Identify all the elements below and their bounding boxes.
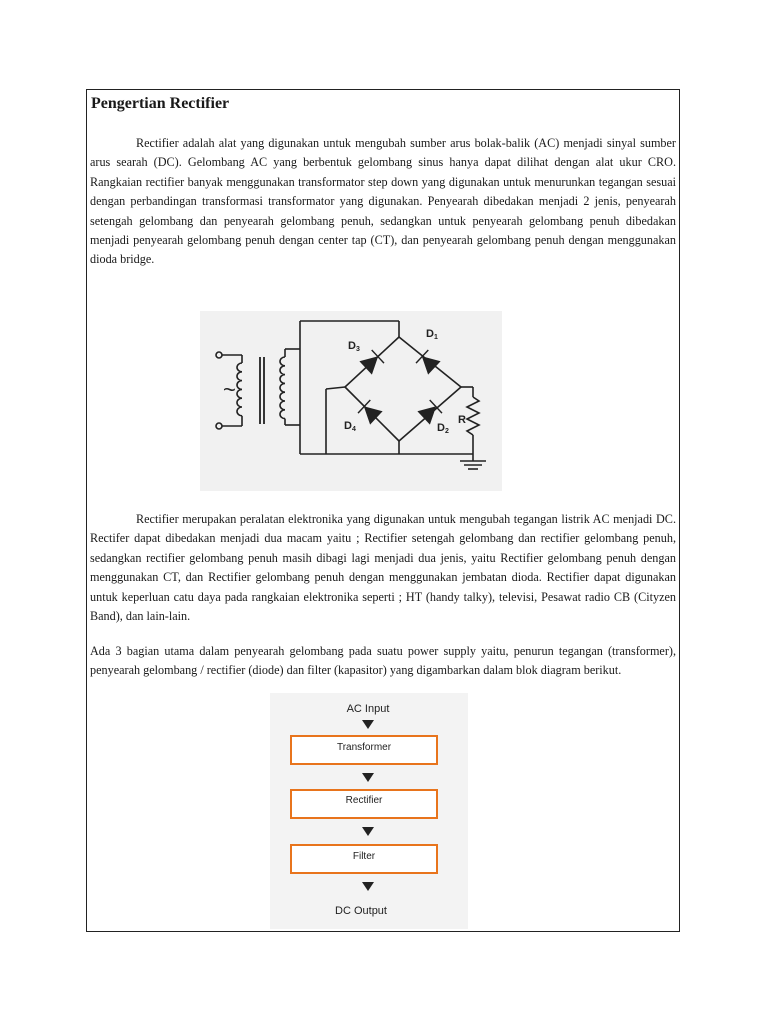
arrow-down-icon bbox=[362, 720, 374, 729]
arrow-down-icon bbox=[362, 827, 374, 836]
bridge-rectifier-circuit bbox=[200, 311, 502, 491]
arrow-down-icon bbox=[362, 882, 374, 891]
secondary-coil bbox=[280, 357, 285, 419]
block-transformer-label: Transformer bbox=[336, 742, 392, 753]
terminal-top bbox=[216, 352, 222, 358]
paragraph-main-parts: Ada 3 bagian utama dalam penyearah gelombang pada suatu power supply yaitu, penurun tegangan (transformer), penyearah gelombang / rectifier (diode) dan filter (kapasitor) yang digambarkan dalam blok diagram berikut. bbox=[90, 644, 676, 678]
paragraph-rectifier-types: Rectifier merupakan peralatan elektronika yang digunakan untuk mengubah tegangan listrik AC menjadi DC. Rectifer dapat dibedakan menjadi dua macam yaitu ; Rectifier setengah gelombang dan rectifier gelombang penuh, sedangkan rectifier gelombang penuh masih dibagi lagi menjadi dua jenis, yaitu Rectifier gelombang penuh dengan menggunakan CT, dan Rectifier gelombang penuh dengan menggunakan jembatan dioda. Rectifier dapat digunakan untuk keperluan catu daya pada rangkaian elektronika seperti ; HT (handy talky), televisi, Pesawat radio CB (Cityzen Band), dan lain-lain. bbox=[90, 512, 676, 624]
label-d4: D4 bbox=[344, 420, 356, 433]
primary-coil bbox=[237, 355, 242, 426]
block-diagram bbox=[270, 693, 468, 929]
label-d3: D3 bbox=[348, 340, 360, 353]
terminal-bottom bbox=[216, 423, 222, 429]
power-supply-block-diagram bbox=[270, 693, 468, 929]
label-d1: D1 bbox=[426, 328, 438, 341]
label-r: R bbox=[458, 414, 466, 426]
block-rectifier-label: Rectifier bbox=[345, 795, 383, 806]
ac-input-label: AC Input bbox=[346, 703, 390, 715]
label-d2: D2 bbox=[437, 422, 449, 435]
ac-source-symbol: ~ bbox=[223, 377, 236, 402]
circuit-diagram bbox=[200, 311, 502, 491]
block-filter-label: Filter bbox=[352, 851, 376, 862]
page-title: Pengertian Rectifier bbox=[91, 95, 230, 112]
dc-output-label: DC Output bbox=[335, 905, 387, 917]
paragraph-intro: Rectifier adalah alat yang digunakan untuk mengubah sumber arus bolak-balik (AC) menjadi sinyal sumber arus searah (DC). Gelombang AC yang berbentuk gelombang sinus hanya dapat dilihat dengan alat ukur CRO. Rangkaian rectifier banyak menggunakan transformator step down yang digunakan untuk menurunkan tegangan sesuai dengan perbandingan transformasi transformator yang digunakan. Penyearah dibedakan menjadi 2 jenis, penyearah setengah gelombang dan penyearah gelombang penuh, sedangkan untuk penyearah gelombang penuh dibedakan menjadi penyearah gelombang penuh dengan center tap (CT), dan penyearah gelombang penuh dengan menggunakan dioda bridge. bbox=[90, 136, 676, 267]
arrow-down-icon bbox=[362, 773, 374, 782]
resistor bbox=[467, 397, 479, 435]
